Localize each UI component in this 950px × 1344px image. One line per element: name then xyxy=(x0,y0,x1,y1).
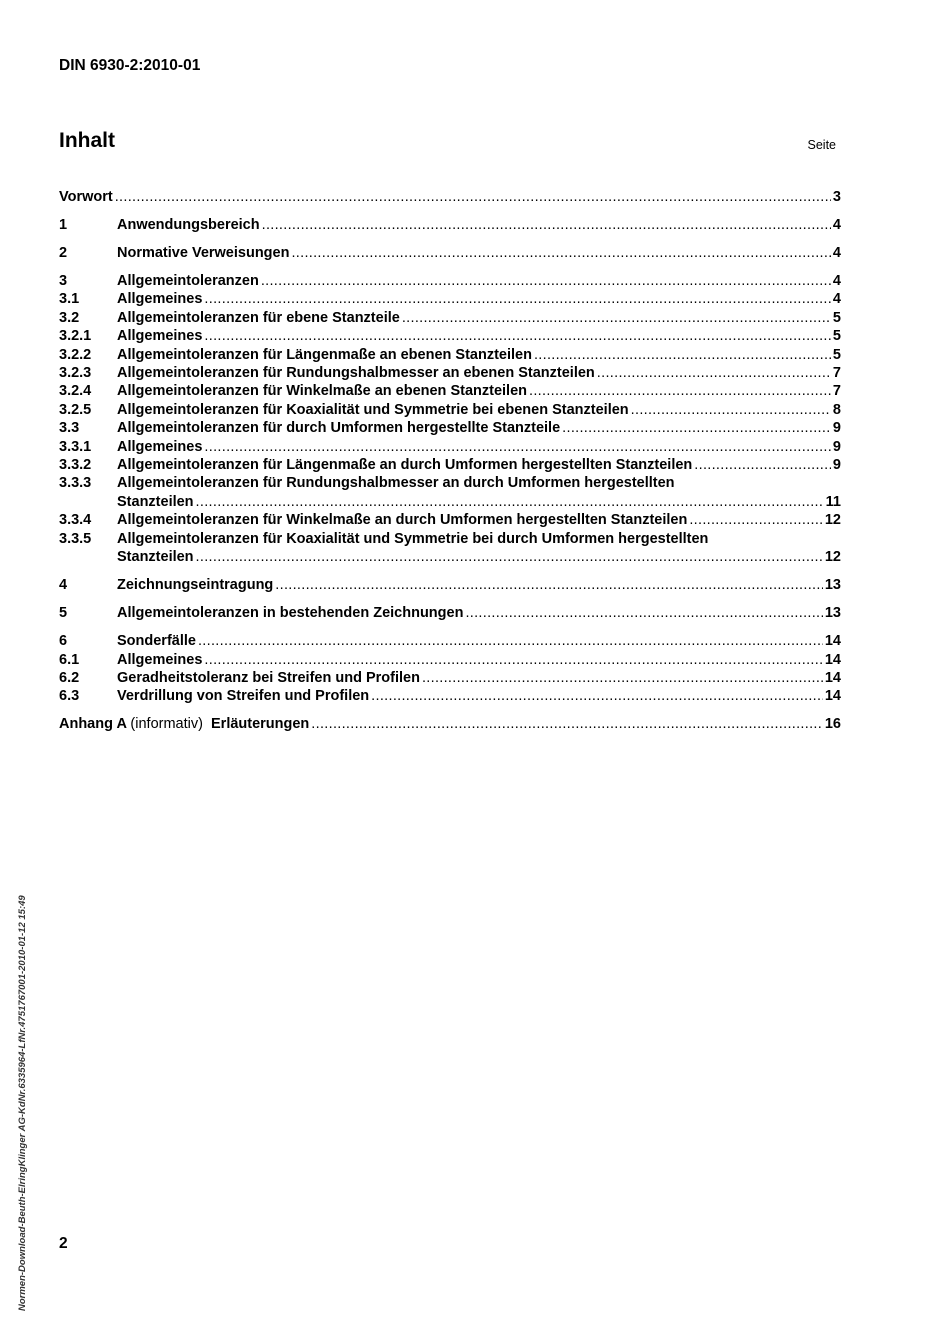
toc-entry-page: 9 xyxy=(832,457,841,474)
toc-entry[interactable] xyxy=(59,290,841,308)
toc-entry-page: 12 xyxy=(824,549,841,566)
toc-entry-page: 4 xyxy=(832,273,841,289)
toc-entry-title: Geradheitstoleranz bei Streifen und Profilen xyxy=(117,669,420,686)
toc-entry-title: Allgemeintoleranzen in bestehenden Zeichnungen xyxy=(117,605,464,622)
toc-leader-dots xyxy=(196,548,823,566)
toc-entry-number: 3.3 xyxy=(59,420,80,437)
toc-leader-dots xyxy=(529,382,831,400)
toc-entry-title: Allgemeintoleranzen für Winkelmaße an ebenen Stanzteilen xyxy=(117,383,527,400)
toc-entry-title: Normative Verweisungen xyxy=(117,245,290,261)
toc-entry[interactable] xyxy=(59,474,841,492)
toc-entry-page: 14 xyxy=(824,651,841,668)
toc-entry-number: 6.1 xyxy=(59,651,80,668)
toc-entry-title: Vorwort xyxy=(59,189,113,205)
page-column-label: Seite xyxy=(807,138,836,152)
toc-leader-dots xyxy=(597,364,831,382)
toc-entry-page: 8 xyxy=(832,401,841,418)
toc-leader-dots xyxy=(371,687,823,705)
toc-entry-page: 7 xyxy=(832,383,841,400)
toc-leader-dots xyxy=(115,188,831,206)
toc-entry-page: 9 xyxy=(832,438,841,455)
toc-leader-dots xyxy=(694,456,831,474)
toc-entry-title: Allgemeintoleranzen für Rundungshalbmesser an durch Umformen hergestellten xyxy=(117,475,675,492)
toc-leader-dots xyxy=(204,290,831,308)
annex-title: Erläuterungen xyxy=(211,716,310,733)
toc-entry[interactable] xyxy=(59,309,841,327)
toc-entry-title: Allgemeintoleranzen für Längenmaße an ebenen Stanzteilen xyxy=(117,346,532,363)
toc-entry-number: 6.2 xyxy=(59,669,80,686)
toc-entry-title: Allgemeintoleranzen für Winkelmaße an durch Umformen hergestellten Stanzteilen xyxy=(117,512,688,529)
toc-entry-number: 3.3.4 xyxy=(59,512,92,529)
toc-entry-title: Anwendungsbereich xyxy=(117,217,260,233)
toc-leader-dots xyxy=(534,346,831,364)
toc-entry-page: 14 xyxy=(824,669,841,686)
toc-entry-number: 3.2 xyxy=(59,309,80,326)
toc-leader-dots xyxy=(204,651,822,669)
toc-entry-page: 7 xyxy=(832,365,841,382)
toc-entry[interactable] xyxy=(59,669,841,687)
toc-entry-number: 3.3.5 xyxy=(59,530,92,547)
toc-entry-number: 1 xyxy=(59,217,68,233)
toc-entry[interactable] xyxy=(59,401,841,419)
toc-entry-number: 6.3 xyxy=(59,688,80,705)
toc-entry-page: 3 xyxy=(832,189,841,205)
toc-entry-title: Allgemeintoleranzen für Koaxialität und Symmetrie bei durch Umformen hergestellten xyxy=(117,530,709,547)
toc-entry-continuation xyxy=(59,493,841,511)
document-header: DIN 6930-2:2010-01 xyxy=(59,57,201,74)
toc-entry-number: 3.2.3 xyxy=(59,365,92,382)
toc-entry-number: 5 xyxy=(59,605,68,622)
toc-entry-number: 3.3.2 xyxy=(59,457,92,474)
toc-entry-number: 3.2.4 xyxy=(59,383,92,400)
toc-entry[interactable] xyxy=(59,438,841,456)
toc-entry-title: Allgemeintoleranzen für Längenmaße an durch Umformen hergestellten Stanzteilen xyxy=(117,457,693,474)
toc-leader-dots xyxy=(196,493,824,511)
toc-entry[interactable] xyxy=(59,216,841,234)
toc-entry-title: Allgemeines xyxy=(117,651,203,668)
toc-entry-title-continued: Stanzteilen xyxy=(117,549,194,566)
toc-leader-dots xyxy=(291,244,830,262)
toc-leader-dots xyxy=(465,604,822,622)
toc-entry-page: 14 xyxy=(824,688,841,705)
toc-leader-dots xyxy=(198,632,823,650)
toc-leader-dots xyxy=(204,327,831,345)
toc-leader-dots xyxy=(204,438,831,456)
toc-leader-dots xyxy=(311,715,823,733)
toc-entry-page: 14 xyxy=(824,633,841,650)
toc-leader-dots xyxy=(261,272,831,290)
toc-entry-number: 3.2.5 xyxy=(59,401,92,418)
toc-entry-page: 5 xyxy=(832,309,841,326)
page-number: 2 xyxy=(59,1235,68,1252)
toc-leader-dots xyxy=(631,401,831,419)
toc-entry-page: 16 xyxy=(824,716,841,733)
toc-leader-dots xyxy=(262,216,831,234)
table-of-contents xyxy=(59,188,841,734)
toc-entry-page: 12 xyxy=(824,512,841,529)
toc-entry-page: 5 xyxy=(832,328,841,345)
toc-entry-number: 3 xyxy=(59,273,68,289)
toc-entry-number: 3.2.1 xyxy=(59,328,92,345)
toc-entry-title: Allgemeintoleranzen für ebene Stanzteile xyxy=(117,309,400,326)
toc-entry-page: 13 xyxy=(824,577,841,594)
toc-leader-dots xyxy=(562,419,831,437)
toc-entry[interactable] xyxy=(59,364,841,382)
toc-entry[interactable] xyxy=(59,244,841,262)
toc-entry[interactable] xyxy=(59,632,841,650)
toc-entry-number: 4 xyxy=(59,577,68,594)
toc-entry-title: Zeichnungseintragung xyxy=(117,577,274,594)
toc-entry[interactable] xyxy=(59,687,841,705)
toc-entry[interactable] xyxy=(59,530,841,548)
toc-entry-number: 3.3.3 xyxy=(59,475,92,492)
toc-entry[interactable] xyxy=(59,419,841,437)
toc-entry-page: 4 xyxy=(832,245,841,261)
toc-entry[interactable] xyxy=(59,327,841,345)
toc-entry-title: Allgemeintoleranzen für Koaxialität und Symmetrie bei ebenen Stanzteilen xyxy=(117,401,629,418)
toc-leader-dots xyxy=(402,309,831,327)
toc-entry-page: 11 xyxy=(825,493,841,510)
toc-entry[interactable] xyxy=(59,188,841,206)
toc-entry-number: 3.3.1 xyxy=(59,438,92,455)
toc-entry-title-continued: Stanzteilen xyxy=(117,493,194,510)
annex-qualifier: (informativ) xyxy=(130,716,203,733)
toc-entry[interactable] xyxy=(59,576,841,594)
toc-entry-title: Allgemeines xyxy=(117,328,203,345)
toc-entry-title: Allgemeines xyxy=(117,291,203,308)
toc-entry-continuation xyxy=(59,548,841,566)
toc-entry-title: Sonderfälle xyxy=(117,633,196,650)
toc-leader-dots xyxy=(422,669,823,687)
toc-leader-dots xyxy=(689,511,823,529)
download-watermark: Normen-Download-Beuth-ElringKlinger AG-KdNr.6335964-LfNr.4751767001-2010-01-12 15:49 xyxy=(17,895,28,1311)
toc-entry-title: Verdrillung von Streifen und Profilen xyxy=(117,688,370,705)
toc-entry[interactable] xyxy=(59,651,841,669)
annex-label: Anhang A xyxy=(59,716,127,733)
toc-entry-page: 9 xyxy=(832,420,841,437)
toc-entry-number: 2 xyxy=(59,245,68,261)
toc-entry-page: 13 xyxy=(824,605,841,622)
toc-entry-title: Allgemeintoleranzen für Rundungshalbmesser an ebenen Stanzteilen xyxy=(117,365,595,382)
toc-entry-number: 3.2.2 xyxy=(59,346,92,363)
toc-entry[interactable] xyxy=(59,346,841,364)
toc-entry-page: 5 xyxy=(832,346,841,363)
toc-entry-page: 4 xyxy=(832,291,841,308)
page-title: Inhalt xyxy=(59,129,115,152)
toc-entry-title: Allgemeintoleranzen xyxy=(117,273,259,289)
toc-leader-dots xyxy=(275,576,823,594)
toc-entry-annex[interactable] xyxy=(59,715,841,733)
toc-entry-title: Allgemeintoleranzen für durch Umformen hergestellte Stanzteile xyxy=(117,420,561,437)
toc-entry[interactable] xyxy=(59,511,841,529)
toc-entry[interactable] xyxy=(59,382,841,400)
toc-entry-page: 4 xyxy=(832,217,841,233)
toc-entry-number: 3.1 xyxy=(59,291,80,308)
toc-entry[interactable] xyxy=(59,604,841,622)
toc-entry-number: 6 xyxy=(59,633,68,650)
toc-entry[interactable] xyxy=(59,456,841,474)
toc-entry-title: Allgemeines xyxy=(117,438,203,455)
toc-entry[interactable] xyxy=(59,272,841,290)
